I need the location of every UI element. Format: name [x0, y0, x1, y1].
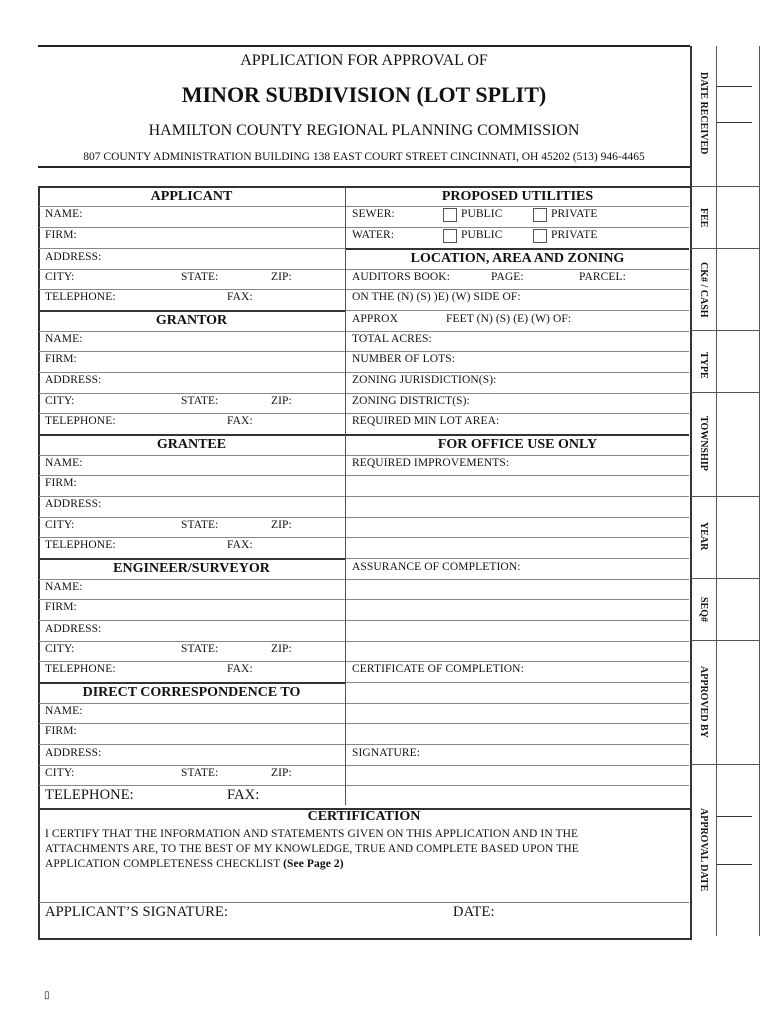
side-entry-rule: [717, 86, 752, 87]
form-subtitle: APPLICATION FOR APPROVAL OF: [240, 52, 488, 69]
grantor-firm-label: FIRM:: [45, 353, 77, 365]
section-grantee: GRANTEE: [156, 437, 227, 452]
right-row-rule: [346, 331, 689, 332]
agency-name: HAMILTON COUNTY REGIONAL PLANNING COMMISSION: [148, 122, 580, 139]
approx-label: APPROX: [352, 313, 398, 325]
section-applicant: APPLICANT: [150, 189, 233, 204]
section-location: LOCATION, AREA AND ZONING: [410, 251, 625, 266]
side-entry-rule: [717, 816, 752, 817]
left-row-rule: [39, 434, 345, 436]
engineer-firm-label: FIRM:: [45, 601, 77, 613]
left-row-rule: [39, 351, 345, 352]
left-row-rule: [39, 579, 345, 580]
sewer-private-label: PRIVATE: [551, 208, 598, 220]
grantee-zip-label: ZIP:: [271, 519, 292, 531]
sewer-public-label: PUBLIC: [461, 208, 503, 220]
right-row-rule: [346, 248, 689, 250]
right-row-rule: [346, 206, 689, 207]
left-row-rule: [39, 723, 345, 724]
right-row-rule: [346, 620, 689, 621]
total-acres-label: TOTAL ACRES:: [352, 333, 432, 345]
right-row-rule: [346, 517, 689, 518]
side-approved-by: APPROVED BY: [698, 666, 709, 738]
auditors-book-label: AUDITORS BOOK:: [352, 271, 450, 283]
applicant-state-label: STATE:: [181, 271, 219, 283]
engineer-zip-label: ZIP:: [271, 643, 292, 655]
side-row-rule: [691, 186, 760, 187]
left-row-rule: [39, 310, 345, 312]
left-row-rule: [39, 227, 345, 228]
right-row-rule: [346, 372, 689, 373]
left-row-rule: [39, 785, 345, 786]
grantor-telephone-label: TELEPHONE:: [45, 415, 116, 427]
grantor-city-label: CITY:: [45, 395, 75, 407]
left-row-rule: [39, 206, 345, 207]
left-row-rule: [39, 393, 345, 394]
certification-line-1: I CERTIFY THAT THE INFORMATION AND STATEMENTS GIVEN ON THIS APPLICATION AND IN THE: [45, 828, 579, 840]
right-row-rule: [346, 475, 689, 476]
engineer-fax-label: FAX:: [227, 663, 253, 675]
grantee-state-label: STATE:: [181, 519, 219, 531]
left-row-rule: [39, 599, 345, 600]
zoning-district-label: ZONING DISTRICT(S):: [352, 395, 470, 407]
applicant-signature-label: APPLICANT’S SIGNATURE:: [45, 904, 229, 920]
grantor-fax-label: FAX:: [227, 415, 253, 427]
side-entry-rule: [717, 122, 752, 123]
correspondence-city-label: CITY:: [45, 767, 75, 779]
section-engineer: ENGINEER/SURVEYOR: [113, 561, 270, 576]
header-bottom-rule: [38, 166, 690, 168]
left-row-rule: [39, 558, 345, 560]
right-row-rule: [346, 641, 689, 642]
left-row-rule: [39, 682, 345, 684]
right-row-rule: [346, 227, 689, 228]
right-row-rule: [346, 599, 689, 600]
left-row-rule: [39, 517, 345, 518]
side-row-rule: [691, 330, 760, 331]
left-row-rule: [39, 765, 345, 766]
section-grantor: GRANTOR: [155, 313, 228, 328]
signature-rule-top: [39, 902, 689, 903]
water-private-label: PRIVATE: [551, 229, 598, 241]
water-label: WATER:: [352, 229, 395, 241]
right-row-rule: [346, 434, 689, 436]
date-label: DATE:: [453, 904, 495, 920]
right-row-rule: [346, 310, 689, 311]
left-row-rule: [39, 496, 345, 497]
left-row-rule: [39, 269, 345, 270]
water-public-label: PUBLIC: [461, 229, 503, 241]
applicant-city-label: CITY:: [45, 271, 75, 283]
certificate-label: CERTIFICATE OF COMPLETION:: [352, 663, 524, 675]
side-column-divider: [716, 46, 717, 936]
left-row-rule: [39, 620, 345, 621]
form-title: MINOR SUBDIVISION (LOT SPLIT): [181, 82, 547, 107]
left-row-rule: [39, 703, 345, 704]
section-certification: CERTIFICATION: [307, 809, 421, 824]
engineer-address-label: ADDRESS:: [45, 623, 102, 635]
right-row-rule: [346, 413, 689, 414]
right-row-rule: [346, 661, 689, 662]
engineer-telephone-label: TELEPHONE:: [45, 663, 116, 675]
right-row-rule: [346, 289, 689, 290]
right-row-rule: [346, 744, 689, 745]
left-row-rule: [39, 331, 345, 332]
min-lot-area-label: REQUIRED MIN LOT AREA:: [352, 415, 500, 427]
right-row-rule: [346, 765, 689, 766]
right-row-rule: [346, 496, 689, 497]
side-year: YEAR: [698, 522, 709, 551]
engineer-state-label: STATE:: [181, 643, 219, 655]
feet-direction-label: FEET (N) (S) (E) (W) OF:: [446, 313, 572, 325]
right-row-rule: [346, 393, 689, 394]
grantor-address-label: ADDRESS:: [45, 374, 102, 386]
grantee-address-label: ADDRESS:: [45, 498, 102, 510]
left-row-rule: [39, 475, 345, 476]
side-fee: FEE: [698, 208, 709, 228]
side-row-rule: [691, 248, 760, 249]
right-row-rule: [346, 351, 689, 352]
engineer-name-label: NAME:: [45, 581, 83, 593]
right-row-rule: [346, 682, 689, 683]
left-row-rule: [39, 289, 345, 290]
certification-line-2: ATTACHMENTS ARE, TO THE BEST OF MY KNOWLEDGE, TRUE AND COMPLETE BASED UPON THE: [45, 843, 579, 855]
section-utilities: PROPOSED UTILITIES: [441, 189, 594, 204]
number-of-lots-label: NUMBER OF LOTS:: [352, 353, 456, 365]
correspondence-fax-label: FAX:: [227, 787, 260, 803]
right-row-rule: [346, 785, 689, 786]
grantor-name-label: NAME:: [45, 333, 83, 345]
right-row-rule: [346, 579, 689, 580]
grantor-state-label: STATE:: [181, 395, 219, 407]
left-row-rule: [39, 248, 345, 249]
side-approval-date: APPROVAL DATE: [698, 808, 709, 892]
correspondence-name-label: NAME:: [45, 705, 83, 717]
side-of-label: ON THE (N) (S) )E) (W) SIDE OF:: [352, 291, 521, 303]
correspondence-address-label: ADDRESS:: [45, 747, 102, 759]
footer-glyph: ▯: [44, 990, 50, 1001]
grantor-zip-label: ZIP:: [271, 395, 292, 407]
engineer-city-label: CITY:: [45, 643, 75, 655]
office-signature-label: SIGNATURE:: [352, 747, 421, 759]
left-row-rule: [39, 537, 345, 538]
grantee-city-label: CITY:: [45, 519, 75, 531]
side-seq: SEQ#: [698, 597, 709, 623]
correspondence-state-label: STATE:: [181, 767, 219, 779]
zoning-jurisdiction-label: ZONING JURISDICTION(S):: [352, 374, 497, 386]
side-row-rule: [691, 640, 760, 641]
assurance-label: ASSURANCE OF COMPLETION:: [352, 561, 521, 573]
side-entry-rule: [717, 864, 752, 865]
agency-address: 807 COUNTY ADMINISTRATION BUILDING 138 EAST COURT STREET CINCINNATI, OH 45202 (513) 946-4465: [83, 151, 645, 163]
correspondence-firm-label: FIRM:: [45, 725, 77, 737]
side-row-rule: [691, 496, 760, 497]
certification-line-3: APPLICATION COMPLETENESS CHECKLIST (See Page 2): [45, 858, 344, 870]
side-row-rule: [691, 578, 760, 579]
parcel-label: PARCEL:: [579, 271, 626, 283]
right-row-rule: [346, 269, 689, 270]
left-row-rule: [39, 455, 345, 456]
section-office-use: FOR OFFICE USE ONLY: [437, 437, 598, 452]
left-row-rule: [39, 372, 345, 373]
correspondence-telephone-label: TELEPHONE:: [45, 787, 134, 803]
sewer-private-checkbox[interactable]: [533, 208, 547, 222]
page-label: PAGE:: [491, 271, 524, 283]
applicant-name-label: NAME:: [45, 208, 83, 220]
side-column-right-border: [759, 46, 760, 936]
applicant-telephone-label: TELEPHONE:: [45, 291, 116, 303]
grantee-fax-label: FAX:: [227, 539, 253, 551]
right-row-rule: [346, 455, 689, 456]
right-row-rule: [346, 703, 689, 704]
water-public-checkbox[interactable]: [443, 229, 457, 243]
applicant-address-label: ADDRESS:: [45, 251, 102, 263]
grantee-telephone-label: TELEPHONE:: [45, 539, 116, 551]
side-row-rule: [691, 764, 760, 765]
right-row-rule: [346, 723, 689, 724]
grantee-firm-label: FIRM:: [45, 477, 77, 489]
right-row-rule: [346, 537, 689, 538]
sewer-public-checkbox[interactable]: [443, 208, 457, 222]
section-correspondence: DIRECT CORRESPONDENCE TO: [82, 685, 301, 700]
water-private-checkbox[interactable]: [533, 229, 547, 243]
applicant-zip-label: ZIP:: [271, 271, 292, 283]
side-column-left-border: [690, 46, 692, 938]
grantee-name-label: NAME:: [45, 457, 83, 469]
required-improvements-label: REQUIRED IMPROVEMENTS:: [352, 457, 510, 469]
side-date-received: DATE RECEIVED: [698, 72, 709, 155]
left-row-rule: [39, 661, 345, 662]
applicant-fax-label: FAX:: [227, 291, 253, 303]
sewer-label: SEWER:: [352, 208, 395, 220]
side-ck-cash: CK# / CASH: [698, 262, 709, 318]
correspondence-zip-label: ZIP:: [271, 767, 292, 779]
side-type: TYPE: [698, 352, 709, 379]
left-row-rule: [39, 744, 345, 745]
header-top-rule: [38, 45, 690, 47]
right-row-rule: [346, 558, 689, 559]
side-row-rule: [691, 392, 760, 393]
side-township: TOWNSHIP: [698, 416, 709, 471]
left-row-rule: [39, 413, 345, 414]
applicant-firm-label: FIRM:: [45, 229, 77, 241]
left-row-rule: [39, 641, 345, 642]
